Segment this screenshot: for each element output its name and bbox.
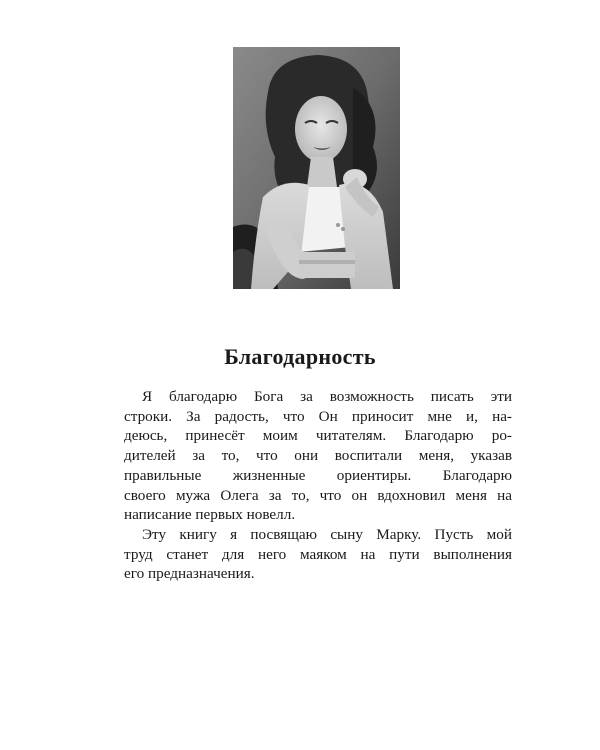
paragraph-2	[106, 525, 512, 584]
text-line: деюсь, принесёт моим читателям. Благодарю ро-	[124, 427, 512, 445]
author-portrait	[233, 47, 400, 289]
paragraph-1	[106, 387, 512, 525]
text-line: строки. За радость, что Он приносит мне и, на-	[124, 407, 512, 425]
text-line: Я благодарю Бога за возможность писать эти	[142, 388, 512, 405]
text-line: его предназначения.	[124, 565, 255, 583]
text-line: написание первых новелл.	[124, 506, 296, 524]
text-line: Эту книгу я посвящаю сыну Марку. Пусть мой	[142, 525, 512, 543]
text-line: своего мужа Олега за то, что он вдохновил меня на	[124, 486, 512, 504]
acknowledgement-text	[106, 387, 512, 584]
text-line: дителей за то, что они воспитали меня, указав	[124, 447, 512, 465]
text-line: правильные жизненные ориентиры. Благодарю	[124, 466, 512, 484]
text-line: труд станет для него маяком на пути выполнения	[124, 545, 512, 563]
portrait-illustration	[233, 47, 400, 289]
page-title: Благодарность	[224, 344, 376, 369]
